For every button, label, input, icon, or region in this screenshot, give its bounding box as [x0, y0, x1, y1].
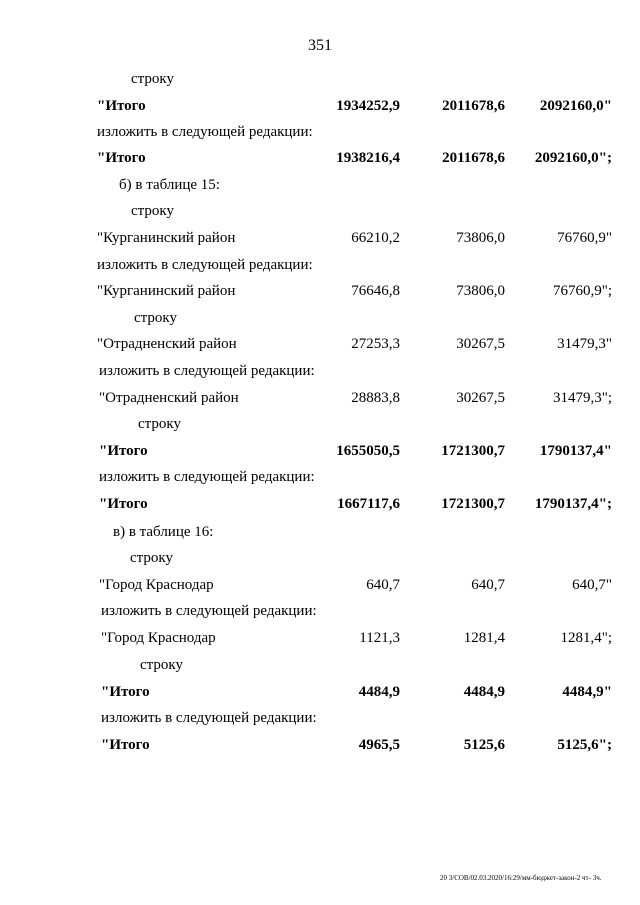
row-label: "Отрадненский район	[97, 336, 237, 352]
row-value-3: 1281,4";	[560, 630, 612, 646]
row-value-3: 76760,9";	[552, 283, 612, 299]
row-label: "Курганинский район	[97, 283, 236, 299]
row-label: "Итого	[99, 496, 148, 512]
text-line: в) в таблице 16:	[113, 524, 214, 540]
row-value-3: 1790137,4";	[534, 496, 612, 512]
row-value-2: 4484,9	[463, 684, 505, 700]
row-value-2: 73806,0	[456, 230, 505, 246]
row-label: "Итого	[101, 684, 150, 700]
text-line: изложить в следующей редакции:	[97, 124, 313, 140]
row-value-1: 27253,3	[351, 336, 400, 352]
text-line: изложить в следующей редакции:	[99, 363, 315, 379]
row-value-1: 640,7	[366, 577, 400, 593]
row-value-2: 5125,6	[463, 737, 505, 753]
row-value-3: 1790137,4"	[539, 443, 612, 459]
row-value-3: 2092160,0";	[534, 150, 612, 166]
text-line: строку	[131, 71, 174, 87]
text-line: б) в таблице 15:	[119, 177, 220, 193]
text-line: строку	[134, 310, 177, 326]
row-value-1: 4965,5	[358, 737, 400, 753]
row-value-1: 28883,8	[351, 390, 400, 406]
row-label: "Отрадненский район	[99, 390, 239, 406]
row-value-1: 1667117,6	[337, 496, 400, 512]
row-label: "Итого	[101, 737, 150, 753]
row-value-3: 31479,3"	[557, 336, 612, 352]
text-line: изложить в следующей редакции:	[101, 710, 317, 726]
row-value-3: 76760,9"	[557, 230, 612, 246]
row-value-1: 4484,9	[358, 684, 400, 700]
row-value-2: 1721300,7	[441, 443, 505, 459]
row-value-1: 1655050,5	[336, 443, 400, 459]
row-value-1: 1934252,9	[336, 98, 400, 114]
row-label: "Город Краснодар	[99, 577, 214, 593]
text-line: изложить в следующей редакции:	[99, 469, 315, 485]
row-label: "Город Краснодар	[101, 630, 216, 646]
row-value-3: 5125,6";	[557, 737, 612, 753]
text-line: строку	[131, 203, 174, 219]
row-value-2: 2011678,6	[442, 98, 505, 114]
row-label: "Итого	[97, 150, 146, 166]
text-line: строку	[138, 416, 181, 432]
row-value-3: 2092160,0"	[539, 98, 612, 114]
row-value-1: 1121,3	[359, 630, 400, 646]
text-line: строку	[140, 657, 183, 673]
row-value-1: 66210,2	[351, 230, 400, 246]
row-label: "Курганинский район	[97, 230, 236, 246]
text-line: строку	[130, 550, 173, 566]
row-value-3: 640,7"	[572, 577, 612, 593]
row-value-2: 1281,4	[463, 630, 505, 646]
row-value-2: 2011678,6	[442, 150, 505, 166]
row-value-3: 4484,9"	[562, 684, 612, 700]
row-value-3: 31479,3";	[552, 390, 612, 406]
row-label: "Итого	[97, 98, 146, 114]
row-value-2: 30267,5	[456, 390, 505, 406]
row-value-2: 1721300,7	[441, 496, 505, 512]
row-value-2: 30267,5	[456, 336, 505, 352]
row-label: "Итого	[99, 443, 148, 459]
row-value-2: 73806,0	[456, 283, 505, 299]
row-value-1: 1938216,4	[336, 150, 400, 166]
text-line: изложить в следующей редакции:	[101, 603, 317, 619]
text-line: изложить в следующей редакции:	[97, 257, 313, 273]
row-value-1: 76646,8	[351, 283, 400, 299]
row-value-2: 640,7	[471, 577, 505, 593]
page-number: 351	[308, 37, 332, 54]
footer-code: 20 3/СОВ/02.03.2020/16:29/мм-бюджет-закон-2 чт- 3ч.	[440, 874, 602, 882]
